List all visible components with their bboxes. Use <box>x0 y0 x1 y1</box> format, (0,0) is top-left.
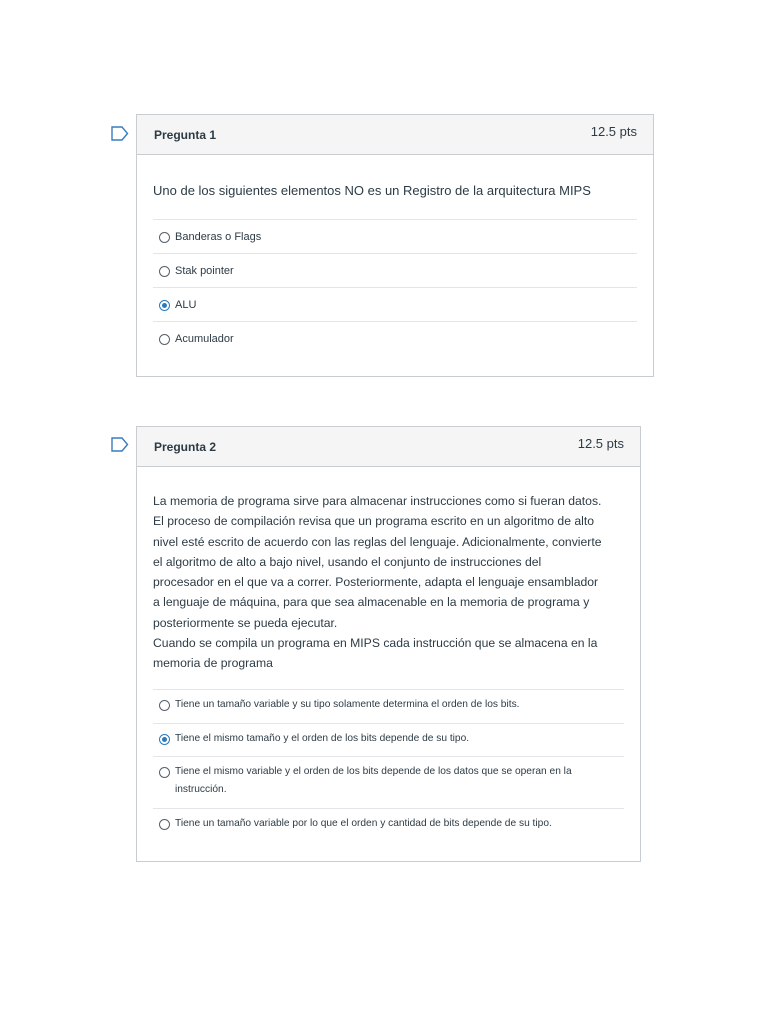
answer-list <box>153 219 637 355</box>
question-text-line: La memoria de programa sirve para almacenar instrucciones como si fueran datos. <box>153 494 602 508</box>
answer-label: Tiene un tamaño variable y su tipo solamente determina el orden de los bits. <box>175 698 520 710</box>
answer-option[interactable] <box>153 723 624 756</box>
radio-selected-icon[interactable] <box>159 734 170 745</box>
answer-option[interactable] <box>153 287 637 321</box>
question-header <box>137 115 653 155</box>
answer-list <box>153 689 624 842</box>
radio-icon[interactable] <box>159 767 170 778</box>
question-text-line: Cuando se compila un programa en MIPS cada instrucción que se almacena en la <box>153 636 598 651</box>
question-card <box>136 426 641 862</box>
question-text: Uno de los siguientes elementos NO es un Registro de la arquitectura MIPS <box>153 183 591 198</box>
radio-icon[interactable] <box>159 819 170 830</box>
question-title: Pregunta 1 <box>154 128 217 142</box>
bookmark-icon[interactable] <box>111 437 129 452</box>
answer-label-line: Tiene el mismo variable y el orden de los bits depende de los datos que se operan en la <box>175 765 572 777</box>
question-text-line: procesador en el que va a correr. Posteriormente, adapta el lenguaje ensamblador <box>153 575 599 590</box>
question-text-line: el algoritmo de alto a bajo nivel, usando el conjunto de instrucciones del <box>153 554 542 569</box>
answer-option[interactable] <box>153 219 637 253</box>
question-text-line: El proceso de compilación revisa que un programa escrito en un algoritmo de alto <box>153 514 595 529</box>
answer-label <box>175 763 572 799</box>
radio-icon[interactable] <box>159 334 170 345</box>
radio-selected-icon[interactable] <box>159 300 170 311</box>
answer-label: Tiene un tamaño variable por lo que el orden y cantidad de bits depende de su tipo. <box>175 817 552 829</box>
radio-icon[interactable] <box>159 266 170 277</box>
answer-label-line: instrucción. <box>175 783 227 795</box>
question-text-line: memoria de programa <box>153 656 273 671</box>
question-header <box>137 427 640 467</box>
question-card <box>136 114 654 377</box>
question-text-line: posteriormente se pueda ejecutar. <box>153 615 338 630</box>
answer-option[interactable] <box>153 321 637 355</box>
radio-icon[interactable] <box>159 232 170 243</box>
answer-option[interactable] <box>153 689 624 723</box>
question-text-line: a lenguaje de máquina, para que sea almacenable en la memoria de programa y <box>153 595 590 610</box>
answer-label: Acumulador <box>175 333 234 345</box>
question-text <box>153 491 624 674</box>
answer-label: Banderas o Flags <box>175 231 262 243</box>
answer-label: Tiene el mismo tamaño y el orden de los bits depende de su tipo. <box>175 732 470 744</box>
question-title: Pregunta 2 <box>154 440 217 454</box>
bookmark-icon[interactable] <box>111 126 129 141</box>
answer-option[interactable] <box>153 808 624 842</box>
radio-icon[interactable] <box>159 700 170 711</box>
question-text-line: nivel esté escrito de acuerdo con las reglas del lenguaje. Adicionalmente, convierte <box>153 534 602 549</box>
question-points: 12.5 pts <box>577 436 624 451</box>
answer-label: Stak pointer <box>175 265 234 277</box>
answer-option[interactable] <box>153 253 637 287</box>
answer-option[interactable] <box>153 756 624 808</box>
answer-label: ALU <box>175 299 197 311</box>
question-points: 12.5 pts <box>590 124 637 139</box>
